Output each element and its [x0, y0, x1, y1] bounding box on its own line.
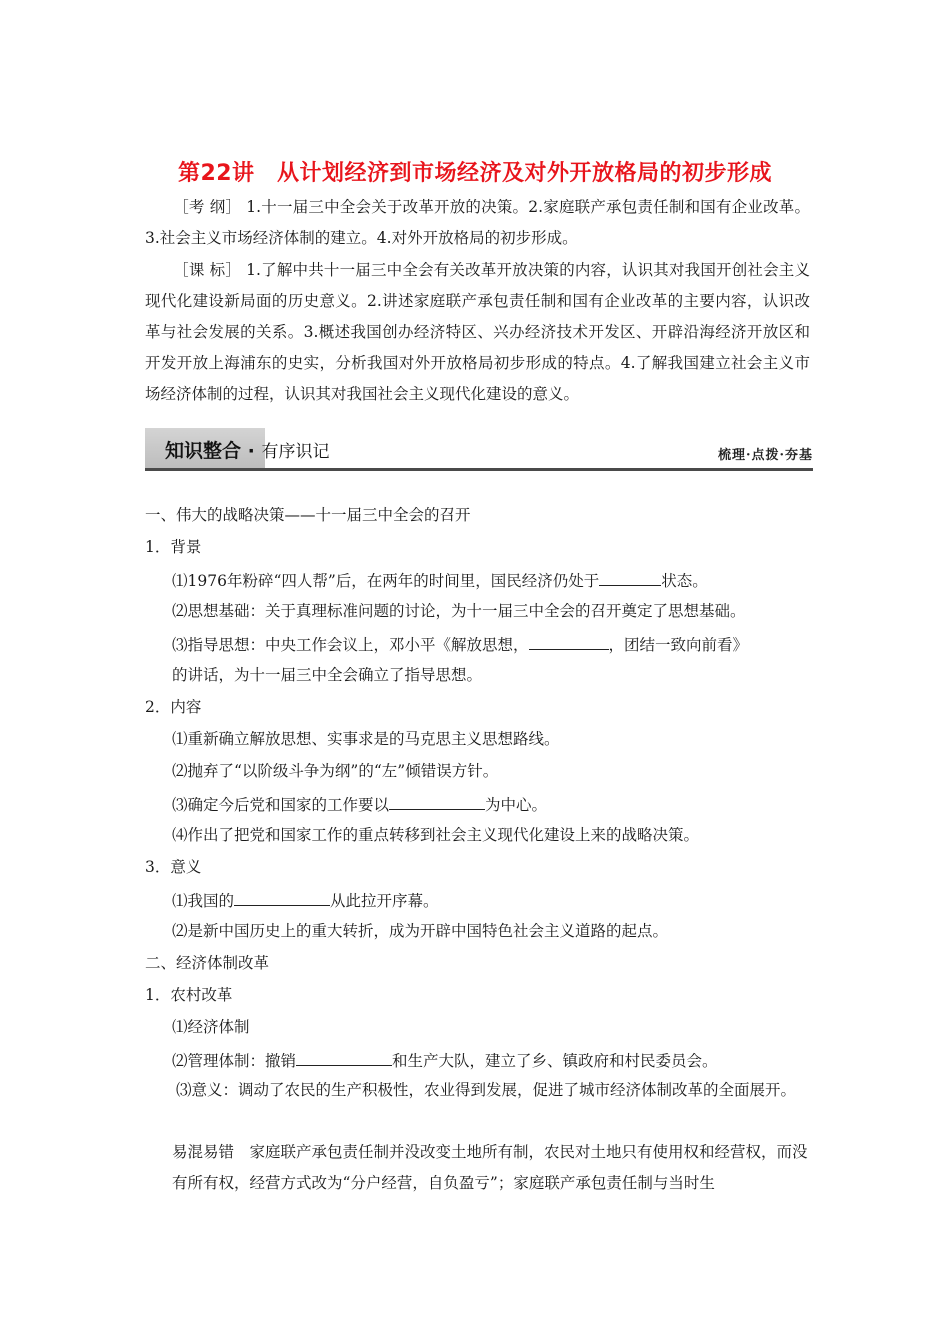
s1-item-3-1-text-b: 从此拉开序幕。 [330, 892, 439, 910]
s1-item-3-1 [172, 889, 837, 911]
note-label: 易混易错 [172, 1143, 235, 1161]
note-text: 家庭联产承包责任制并没改变土地所有制，农民对土地只有使用权和经营权，而没有所有权，经营方式改为“分户经营，自负盈亏”；家庭联产承包责任制与当时生 [172, 1143, 808, 1192]
kebiao-label: ［课 标］ [173, 261, 242, 279]
s2-item-1: 1．农村改革 [145, 986, 233, 1004]
kebiao-paragraph [145, 255, 810, 410]
s1-item-2-1: ⑴重新确立解放思想、实事求是的马克思主义思想路线。 [172, 730, 560, 748]
fill-blank [599, 569, 661, 586]
s1-item-1-1-text-a: ⑴1976年粉碎“四人帮”后，在两年的时间里，国民经济仍处于 [172, 572, 600, 590]
banner-right-text: 梳理·点拨·夯基 [717, 448, 813, 463]
banner-main: 知识整合 [165, 440, 242, 462]
s2-item-1-2-text-a: ⑵管理体制：撤销 [172, 1052, 297, 1070]
banner-sub: 有序识记 [261, 442, 330, 462]
page-title: 第22讲 从计划经济到市场经济及对外开放格局的初步形成 [177, 161, 773, 186]
s1-item-1-2: ⑵思想基础：关于真理标准问题的讨论，为十一届三中全会的召开奠定了思想基础。 [172, 602, 746, 620]
s1-item-1: 1．背景 [145, 538, 202, 556]
fill-blank [296, 1049, 392, 1066]
s1-item-1-3-text-b: ，团结一致向前看》 [608, 636, 749, 654]
s1-item-1-3-cont: 的讲话，为十一届三中全会确立了指导思想。 [172, 666, 483, 684]
fill-blank [234, 889, 330, 906]
s1-item-2-3-text-a: ⑶确定今后党和国家的工作要以 [172, 796, 390, 814]
s1-item-2-2: ⑵抛弃了“以阶级斗争为纲”的“左”倾错误方针。 [172, 762, 499, 780]
kebiao-text: 1.了解中共十一届三中全会有关改革开放决策的内容，认识其对我国开创社会主义现代化建设新局面的历史意义。2.讲述家庭联产承包责任制和国有企业改革的主要内容，认识改革与社会发展的关系。3.概述我国创办经济特区、兴办经济技术开发区、开辟沿海经济开放区和开发开放上海浦东的史实，分析我国对外开放格局初步形成的特点。4.了解我国建立社会主义市场经济体制的过程，认识其对我国社会主义现代化建设的意义。 [145, 261, 810, 403]
s1-item-3-2: ⑵是新中国历史上的重大转折，成为开辟中国特色社会主义道路的起点。 [172, 922, 669, 940]
kaogang-paragraph [145, 192, 810, 254]
section2-heading: 二、经济体制改革 [145, 954, 270, 972]
fill-blank [529, 633, 609, 650]
kaogang-label: ［考 纲］ [173, 198, 242, 216]
s1-item-2-3 [172, 793, 837, 815]
s2-item-1-2-text-b: 和生产大队，建立了乡、镇政府和村民委员会。 [392, 1052, 718, 1070]
s1-item-1-3-text-a: ⑶指导思想：中央工作会议上，邓小平《解放思想， [172, 636, 529, 654]
s2-item-1-3: ⑶意义：调动了农民的生产积极性，农业得到发展，促进了城市经济体制改革的全面展开。 [176, 1081, 797, 1099]
s1-item-2-3-text-b: 为中心。 [485, 796, 548, 814]
s1-item-3: 3．意义 [145, 858, 202, 876]
banner-dot: · [241, 440, 262, 462]
fill-blank [389, 793, 485, 810]
s1-item-1-3 [172, 633, 837, 655]
banner-label [165, 436, 329, 463]
s1-item-1-1-text-b: 状态。 [661, 572, 708, 590]
kaogang-text: 1.十一届三中全会关于改革开放的决策。2.家庭联产承包责任制和国有企业改革。3.社会主义市场经济体制的建立。4.对外开放格局的初步形成。 [145, 198, 810, 247]
s1-item-1-1 [172, 569, 837, 591]
s2-item-1-2 [172, 1049, 837, 1071]
s1-item-3-1-text-a: ⑴我国的 [172, 892, 235, 910]
s2-item-1-1: ⑴经济体制 [172, 1018, 250, 1036]
note-box [172, 1137, 812, 1199]
section1-heading: 一、伟大的战略决策——十一届三中全会的召开 [145, 506, 471, 524]
banner-rule [145, 468, 813, 471]
section-banner [145, 428, 813, 472]
s1-item-2: 2．内容 [145, 698, 202, 716]
s1-item-2-4: ⑷作出了把党和国家工作的重点转移到社会主义现代化建设上来的战略决策。 [172, 826, 700, 844]
